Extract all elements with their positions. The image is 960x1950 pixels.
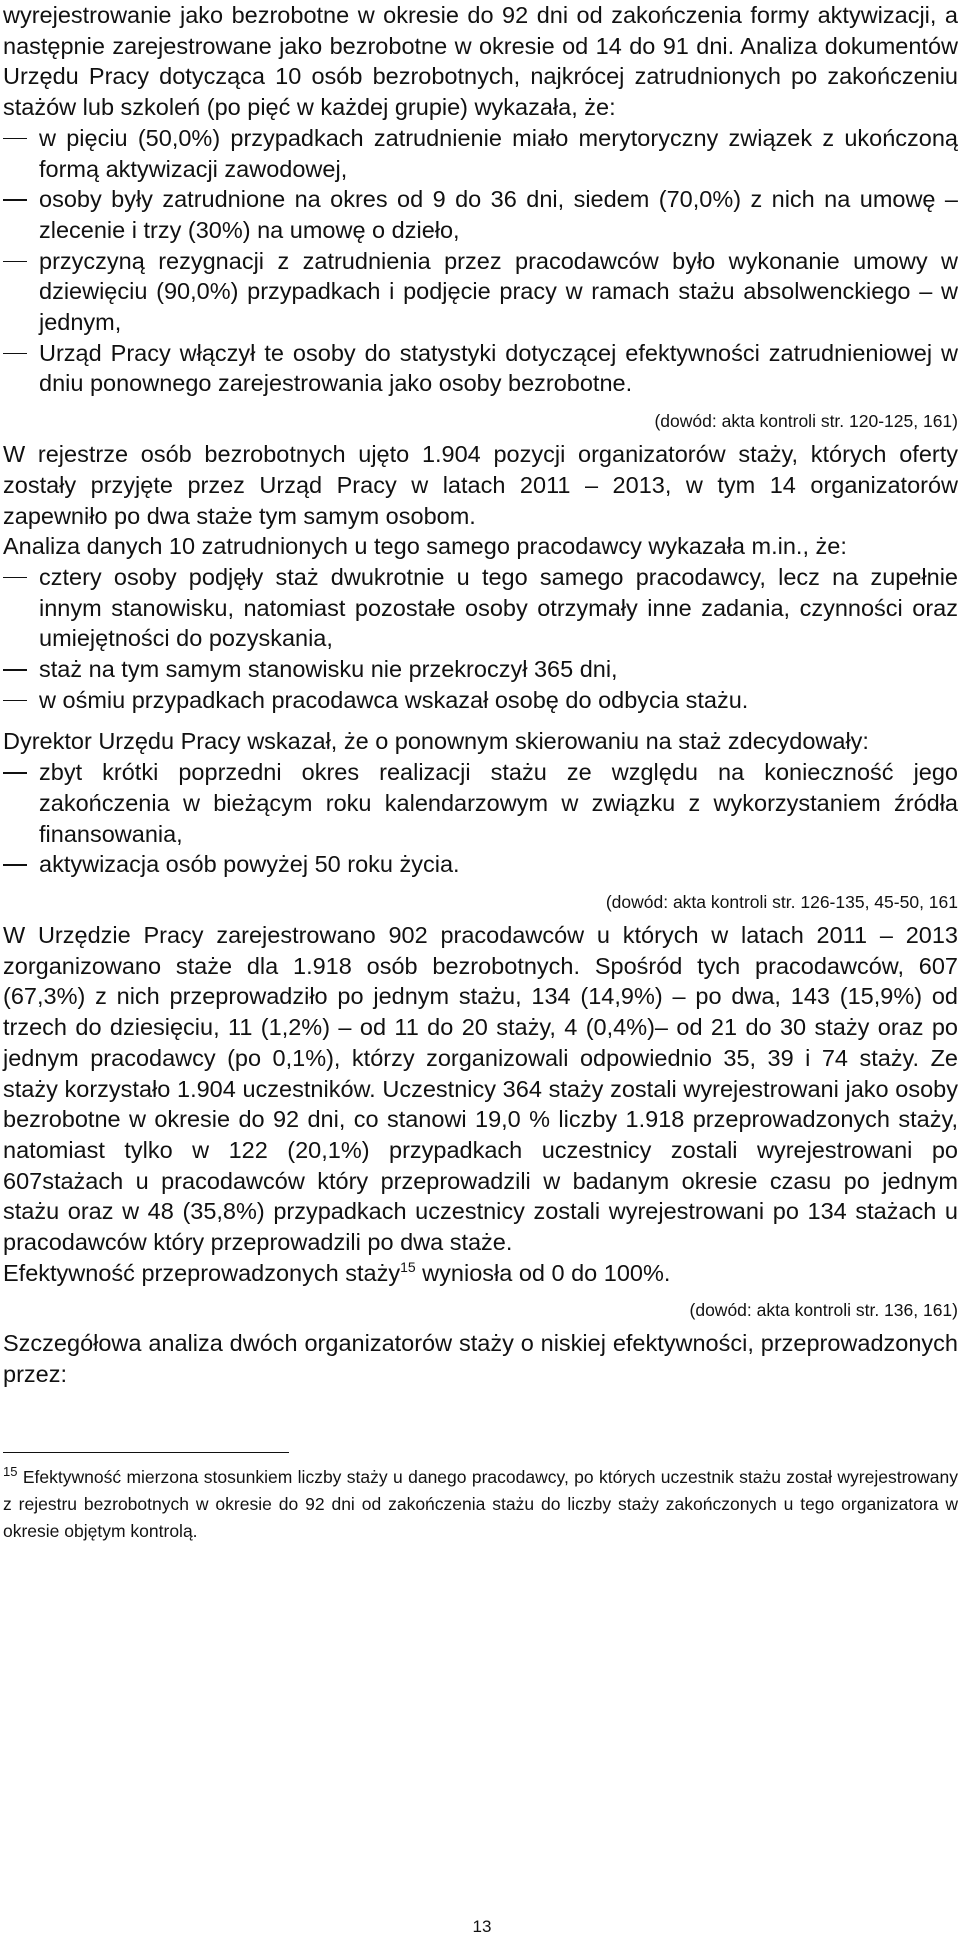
list-item bbox=[3, 338, 958, 399]
findings-list-1 bbox=[3, 123, 958, 399]
list-item bbox=[3, 757, 958, 849]
list-item bbox=[3, 562, 958, 654]
evidence-reference-1: (dowód: akta kontroli str. 120-125, 161) bbox=[654, 411, 958, 432]
dash-bullet bbox=[3, 261, 27, 263]
reasons-list bbox=[3, 757, 958, 880]
list-item-text: staż na tym samym stanowisku nie przekroczył 365 dni, bbox=[39, 656, 618, 683]
evidence-reference-3: (dowód: akta kontroli str. 136, 161) bbox=[689, 1300, 958, 1321]
document-page bbox=[3, 0, 958, 1545]
list-item-text: cztery osoby podjęły staż dwukrotnie u tego samego pracodawcy, lecz na zupełnie innym stanowisku, natomiast pozostałe osoby otrzymały inne zadania, czynności oraz umiejętności do pozyskania, bbox=[39, 563, 958, 652]
list-item-text: w ośmiu przypadkach pracodawca wskazał osobę do odbycia stażu. bbox=[39, 686, 749, 713]
list-item bbox=[3, 246, 958, 338]
effectiveness-text: Efektywność przeprowadzonych staży bbox=[3, 1259, 401, 1286]
footnote-divider bbox=[3, 1452, 289, 1453]
list-item bbox=[3, 654, 958, 685]
paragraph-director: Dyrektor Urzędu Pracy wskazał, że o ponownym skierowaniu na staż zdecydowały: bbox=[3, 728, 869, 755]
paragraph-intro: wyrejestrowanie jako bezrobotne w okresie do 92 dni od zakończenia formy aktywizacji, a następnie zarejestrowane jako bezrobotne w okresie od 14 do 91 dni. Analiza dokumentów Urzędu Pracy dotycząca 10 osób bezrobotnych, najkrócej zatrudnionych po zakończeniu stażów lub szkoleń (po pięć w każdej grupie) wykazała, że: bbox=[3, 2, 958, 121]
dash-bullet bbox=[3, 700, 27, 702]
paragraph-register: W rejestrze osób bezrobotnych ujęto 1.904 pozycji organizatorów staży, których oferty zostały przyjęte przez Urząd Pracy w latach 2011 – 2013, w tym 14 organizatorów zapewniło po dwa staże tym samym osobom. bbox=[3, 441, 958, 529]
paragraph-effectiveness bbox=[3, 1258, 958, 1289]
list-item-text: przyczyną rezygnacji z zatrudnienia przez pracodawców było wykonanie umowy w dziewięciu (90,0%) przypadkach i podjęcie pracy w ramach stażu absolwenckiego – w jednym, bbox=[39, 247, 958, 336]
list-item bbox=[3, 184, 958, 245]
dash-bullet bbox=[3, 772, 27, 774]
list-item bbox=[3, 123, 958, 184]
footnote bbox=[3, 1464, 958, 1545]
dash-bullet bbox=[3, 577, 27, 579]
footnote-marker[interactable]: 15 bbox=[400, 1258, 416, 1275]
footnote-number: 15 bbox=[3, 1464, 18, 1479]
list-item-text: w pięciu (50,0%) przypadkach zatrudnienie miało merytoryczny związek z ukończoną formą aktywizacji zawodowej, bbox=[39, 124, 958, 182]
list-item-text: osoby były zatrudnione na okres od 9 do 36 dni, siedem (70,0%) z nich na umowę – zlecenie i trzy (30%) na umowę o dzieło, bbox=[39, 186, 958, 243]
page-number: 13 bbox=[472, 1917, 492, 1936]
paragraph-employers: W Urzędzie Pracy zarejestrowano 902 pracodawców u których w latach 2011 – 2013 zorganizowano staże dla 1.918 osób bezrobotnych. Spośród tych pracodawców, 607 (67,3%) z nich przeprowadziło po jednym stażu, 134 (14,9%) – po dwa, 143 (15,9%) od trzech do dziesięciu, 11 (1,2%) – od 11 do 20 staży, 4 (0,4%)– od 21 do 30 staży oraz po jednym pracodawcy (po 0,1%), którzy zorganizowali odpowiednio 35, 39 i 74 staży. Ze staży korzystało 1.904 uczestników. Uczestnicy 364 staży zostali wyrejestrowani jako osoby bezrobotne w okresie do 92 dni, co stanowi 19,0 % liczby 1.918 przeprowadzonych staży, natomiast tylko w 122 (20,1%) przypadkach uczestnicy zostali wyrejestrowani po 607stażach u pracodawców który przeprowadzili w badanym okresie czasu po jednym stażu oraz w 48 (35,8%) przypadkach uczestnicy zostali wyrejestrowani po 134 stażach u pracodawców który przeprowadzili po dwa staże. bbox=[3, 921, 958, 1256]
dash-bullet bbox=[3, 138, 27, 140]
footnote-text: Efektywność mierzona stosunkiem liczby staży u danego pracodawcy, po których uczestnik stażu został wyrejestrowany z rejestru bezrobotnych w okresie do 92 dni od zakończenia stażu do liczby staży zakończonych u tego organizatora w okresie objętym kontrolą. bbox=[3, 1466, 958, 1541]
effectiveness-text-end: wyniosła od 0 do 100%. bbox=[415, 1259, 671, 1286]
list-item bbox=[3, 849, 958, 880]
list-item-text: aktywizacja osób powyżej 50 roku życia. bbox=[39, 851, 460, 878]
list-item-text: Urząd Pracy włączył te osoby do statystyki dotyczącej efektywności zatrudnieniowej w dniu ponownego zarejestrowania jako osoby bezrobotne. bbox=[39, 339, 958, 397]
dash-bullet bbox=[3, 669, 27, 671]
list-item-text: zbyt krótki poprzedni okres realizacji stażu ze względu na konieczność jego zakończenia w bieżącym roku kalendarzowym w związku z wykorzystaniem źródła finansowania, bbox=[39, 759, 958, 847]
findings-list-2 bbox=[3, 562, 958, 716]
paragraph-analysis: Analiza danych 10 zatrudnionych u tego samego pracodawcy wykazała m.in., że: bbox=[3, 533, 847, 560]
dash-bullet bbox=[3, 199, 27, 201]
dash-bullet bbox=[3, 353, 27, 355]
paragraph-detailed-analysis: Szczegółowa analiza dwóch organizatorów staży o niskiej efektywności, przeprowadzonych przez: bbox=[3, 1330, 958, 1388]
evidence-reference-2: (dowód: akta kontroli str. 126-135, 45-50, 161 bbox=[605, 891, 958, 912]
dash-bullet bbox=[3, 864, 27, 866]
list-item bbox=[3, 685, 958, 716]
